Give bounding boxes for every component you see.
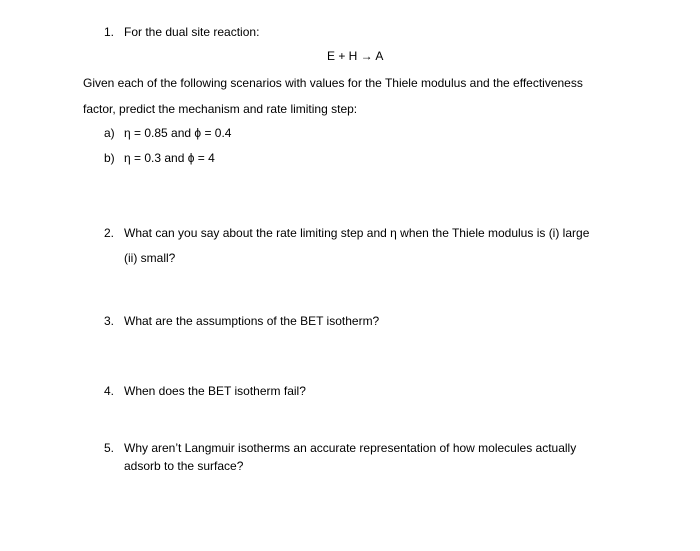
question-1-intro-line: factor, predict the mechanism and rate limiting step: — [83, 102, 358, 116]
question-3-text: What are the assumptions of the BET isotherm? — [124, 314, 380, 328]
question-number: 4. — [104, 384, 115, 398]
scenario-label: a) — [104, 126, 115, 140]
question-4-text: When does the BET isotherm fail? — [124, 384, 306, 398]
question-5-text-line: Why aren’t Langmuir isotherms an accurate representation of how molecules actually — [124, 441, 577, 455]
scenario-label: b) — [104, 151, 115, 165]
question-1-heading: For the dual site reaction: — [124, 25, 260, 39]
question-number: 5. — [104, 441, 115, 455]
scenario-text: η = 0.3 and ϕ = 4 — [124, 151, 215, 165]
question-number: 2. — [104, 226, 115, 240]
question-number: 1. — [104, 25, 115, 39]
question-5-text-line: adsorb to the surface? — [124, 459, 244, 473]
question-2-text-line: What can you say about the rate limiting step and η when the Thiele modulus is (i) large — [124, 226, 590, 240]
scenario-text: η = 0.85 and ϕ = 0.4 — [124, 126, 232, 140]
question-number: 3. — [104, 314, 115, 328]
reaction-equation: E + H → A — [327, 49, 384, 63]
question-2-text-line: (ii) small? — [124, 251, 176, 265]
question-1-intro-line: Given each of the following scenarios with values for the Thiele modulus and the effectiveness — [83, 76, 583, 90]
